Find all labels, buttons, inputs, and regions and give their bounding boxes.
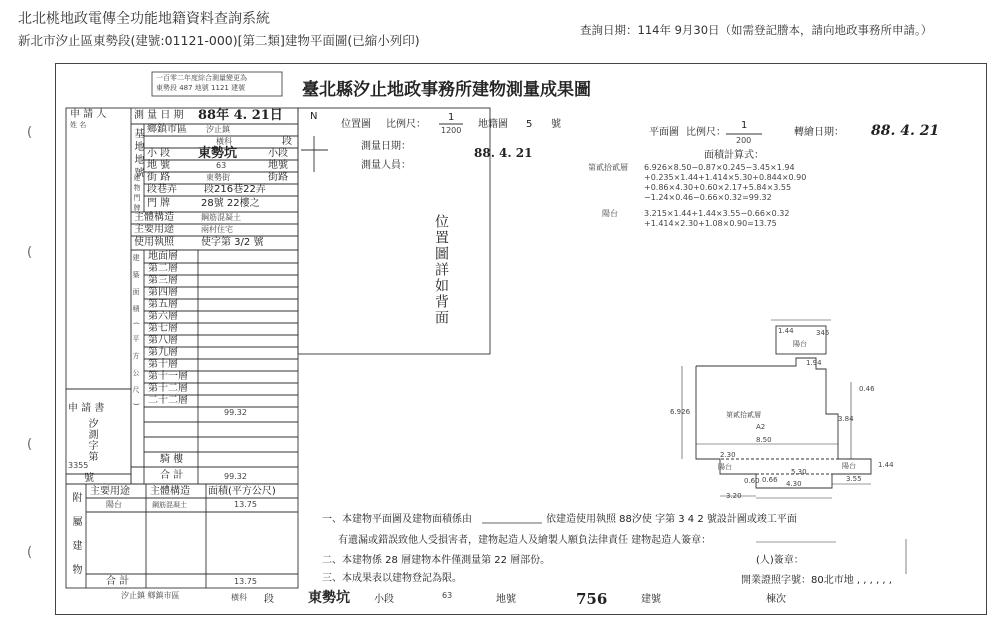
license-number: 開業證照字號：80北市地 , , , , , , <box>741 575 892 586</box>
attach-header-area: 面積(平方公尺) <box>208 486 276 497</box>
floor-row-label: 第三層 <box>148 275 178 286</box>
floor-row-label: 二十二層 <box>148 395 188 406</box>
footer-building-no: 756 <box>576 590 608 608</box>
location-date-label: 測量日期： <box>361 141 411 152</box>
attach-area: 13.75 <box>234 500 257 509</box>
plan-main-title: 臺北縣汐止地政事務所建物測量成果圖 <box>302 80 591 100</box>
dim-4-30: 4.30 <box>786 480 802 488</box>
landno-label: 地 號 <box>147 160 171 171</box>
main-use-value: 兩村住宅 <box>201 225 233 234</box>
floor-row-label: 第十層 <box>148 359 178 370</box>
dim-1-44-right: 1.44 <box>878 461 894 469</box>
cadastral-unit: 號 <box>551 119 561 130</box>
note-1c: 有遺漏或錯誤致他人受損害者，建物起造人及繪製人願負法律責任 建物起造人簽章： <box>338 535 712 546</box>
structure-label: 主體構造 <box>134 212 174 223</box>
floor-plan-scale-label: 比例尺： <box>686 127 726 138</box>
floor-plan-label: 平面圖 <box>649 127 679 138</box>
dim-2-30: 2.30 <box>720 451 736 459</box>
subsection-unit: 小段 <box>268 148 288 159</box>
dim-6-926: 6.926 <box>670 408 691 416</box>
structure-value: 鋼筋混凝土 <box>201 213 241 222</box>
section-value: 橫科 <box>216 137 232 146</box>
street-label: 街 路 <box>147 172 171 183</box>
building-area-label: 建築面積(平方公尺) <box>132 254 140 416</box>
floor-row-label: 第四層 <box>148 287 178 298</box>
registration-unit: 號 <box>84 473 94 484</box>
note-1b: 依建造使用執照 88汐使 字第 3 4 2 號設計圖或竣工平面 <box>546 514 797 525</box>
dim-3-84: 3.84 <box>838 415 854 423</box>
floor-row-label: 第十二層 <box>148 383 188 394</box>
survey-plan-sheet <box>55 63 987 615</box>
veranda-label: 騎 樓 <box>160 454 184 465</box>
note-2: 二、本建物係 28 層建物本件僅測量第 22 層部份。 <box>322 555 551 566</box>
footer-landno-value: 63 <box>442 591 453 600</box>
dim-1-94: 1.94 <box>806 359 822 367</box>
landno-value: 63 <box>216 161 227 170</box>
attach-use: 陽台 <box>106 500 122 509</box>
room-code: A2 <box>756 423 766 431</box>
attach-header-use: 主要用途 <box>90 486 130 497</box>
floor22-area: 99.32 <box>224 408 247 417</box>
binding-mark: ( <box>27 545 33 560</box>
calc-balcony-line: +1.414×2.30+1.08×0.90=13.75 <box>644 219 777 228</box>
balcony-label-left: 陽台 <box>718 463 732 471</box>
north-label: N <box>310 111 318 122</box>
office-ref-label: 汐測字第 <box>86 418 97 462</box>
location-plan-label: 位置圖 <box>341 119 371 130</box>
floor-row-label: 第七層 <box>148 323 178 334</box>
balcony-label-top: 陽台 <box>793 340 807 348</box>
floor-row-label: 第八層 <box>148 335 178 346</box>
doorplate-value: 28號 22樓之 <box>201 198 260 209</box>
total-area: 99.32 <box>224 472 247 481</box>
footer-subsection-value: 東勢坑 <box>308 590 350 606</box>
cadastral-label: 地籍圖 <box>478 119 508 130</box>
stamp-line-2: 東勢段 487 地號 1121 建號 <box>156 84 246 92</box>
query-date: 查詢日期：114年 9月30日（如需登記謄本，請向地政事務所申請。） <box>580 23 933 37</box>
footer-landno-label: 地號 <box>496 594 516 605</box>
calc-balcony-line: 3.215×1.44+1.44×3.55−0.66×0.32 <box>644 209 790 218</box>
stamp-line-1: 一百零二年度綜合測量變更為 <box>156 74 247 82</box>
binding-mark: ( <box>27 245 33 260</box>
applicant-small-label: 姓 名 <box>70 121 87 129</box>
binding-mark: ( <box>27 125 33 140</box>
cadastral-no: 5 <box>526 119 533 130</box>
footer-section-value: 橫科 <box>231 593 247 602</box>
footer-subsection-label: 小段 <box>374 594 394 605</box>
footer-township: 汐止鎮 鄉鎮市區 <box>121 591 180 600</box>
system-title: 北北桃地政電傳全功能地籍資料查詢系統 <box>18 11 270 27</box>
calc-floor-line: +0.235×1.44+1.414×5.30+0.844×0.90 <box>644 173 807 182</box>
attach-structure: 鋼筋混凝土 <box>152 501 187 509</box>
see-back-note: 位置圖詳如背面 <box>433 214 449 326</box>
dim-1-44: 1.44 <box>778 327 794 335</box>
dim-3-20: 3.20 <box>726 492 742 500</box>
dim-8-50: 8.50 <box>756 436 772 444</box>
township-label: 鄉鎮市區 <box>147 124 187 135</box>
floor-row-label: 第二層 <box>148 263 178 274</box>
permit-value: 使字第 3/2 號 <box>201 237 264 248</box>
floor-row-label: 第十一層 <box>148 371 188 382</box>
calc-balcony-label: 陽台 <box>602 209 618 218</box>
seal-label: (人)簽章： <box>756 555 804 566</box>
footer-building-label-2: 棟次 <box>766 594 786 605</box>
location-scale-num: 1 <box>448 112 455 123</box>
location-scale-den: 1200 <box>441 126 462 135</box>
landno-unit: 地號 <box>268 160 288 171</box>
street-value: 東勢街 <box>206 173 230 182</box>
floor-plan-scale-num: 1 <box>741 120 748 131</box>
floor-row-label: 第六層 <box>148 311 178 322</box>
application-label: 申 請 書 <box>68 403 105 414</box>
permit-label: 使用執照 <box>134 237 174 248</box>
building-doorplate-label: 建物門牌 <box>133 174 141 214</box>
subsection-value: 東勢坑 <box>198 146 238 161</box>
lane-value: 段216巷22弄 <box>204 184 266 195</box>
dim-3-55: 3.55 <box>846 475 862 483</box>
subsection-label: 小 段 <box>147 148 171 159</box>
dim-0-60: 0.60 <box>744 477 760 485</box>
attach-total: 13.75 <box>234 577 257 586</box>
calc-floor-line: 6.926×8.50−0.87×0.245−3.45×1.94 <box>644 163 795 172</box>
floor-row-label: 第九層 <box>148 347 178 358</box>
applicant-label: 申 請 人 <box>70 109 107 120</box>
balcony-label-right: 陽台 <box>842 462 856 470</box>
street-unit: 街路 <box>268 172 288 183</box>
base-landno-label: 基地地號 <box>132 128 143 180</box>
calc-floor-line: −1.24×0.46−0.66×0.32=99.32 <box>644 193 772 202</box>
dim-345: 345 <box>816 329 830 337</box>
attach-header-structure: 主體構造 <box>150 486 190 497</box>
note-3: 三、本成果表以建物登記為限。 <box>322 573 462 584</box>
calc-floor-line: +0.86×4.30+0.60×2.17+5.84×3.55 <box>644 183 792 192</box>
document-subtitle: 新北市汐止區東勢段(建號:01121-000)[第二類]建物平面圖(已縮小列印) <box>18 33 420 48</box>
transfer-date-label: 轉繪日期： <box>794 127 844 138</box>
survey-date-label: 測 量 日 期 <box>134 110 184 121</box>
transfer-date-value: 88. 4. 21 <box>871 123 940 139</box>
dim-0-66: 0.66 <box>762 476 778 484</box>
floor-row-label: 地面層 <box>148 251 178 262</box>
lane-label: 段巷弄 <box>147 184 177 195</box>
attached-building-label: 附屬建物 <box>70 492 81 588</box>
floor-row-label: 第五層 <box>148 299 178 310</box>
calc-floor-label: 第貳拾貳層 <box>588 163 628 172</box>
total-label: 合 計 <box>160 470 184 481</box>
dim-5-30: 5.30 <box>791 468 807 476</box>
floor-plan-scale-den: 200 <box>736 136 752 145</box>
attach-total-label: 合 計 <box>106 576 130 587</box>
doorplate-label: 門 牌 <box>147 198 171 209</box>
survey-date-value: 88年 4. 21日 <box>198 108 283 123</box>
room-label: 第貳拾貳層 <box>726 411 761 419</box>
dim-0-46: 0.46 <box>859 385 875 393</box>
surveyor-label: 測量人員： <box>361 160 411 171</box>
registration-number: 3355 <box>68 461 89 470</box>
note-1a: 一、本建物平面圖及建物面積係由 <box>322 514 472 525</box>
footer-section-label: 段 <box>264 594 274 605</box>
location-date-value: 88. 4. 21 <box>474 146 533 160</box>
calc-title: 面積計算式： <box>704 150 764 161</box>
section-unit: 段 <box>282 136 292 147</box>
footer-building-label: 建號 <box>641 594 661 605</box>
binding-mark: ( <box>27 437 33 452</box>
township-value: 汐止鎮 <box>206 125 230 134</box>
main-use-label: 主要用途 <box>134 224 174 235</box>
location-scale-label: 比例尺： <box>386 119 426 130</box>
